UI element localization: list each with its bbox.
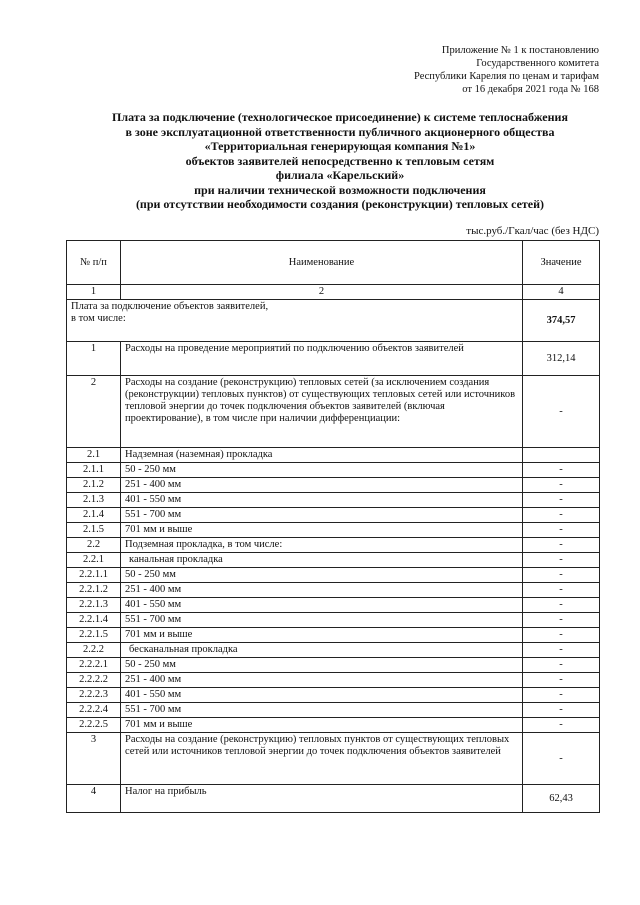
row-value: -: [523, 673, 600, 688]
table-row: [67, 718, 600, 733]
row-value: -: [523, 733, 600, 785]
table-row: [67, 376, 600, 448]
document-header: [414, 44, 599, 96]
row-value: -: [523, 538, 600, 553]
title-line: в зоне эксплуатационной ответственности публичного акционерного общества: [125, 124, 555, 139]
table-row: [67, 568, 600, 583]
row-value: -: [523, 508, 600, 523]
row-name: 251 - 400 мм: [121, 583, 523, 598]
row-number: 2.2.2.2: [67, 673, 121, 688]
header-value: Значение: [523, 241, 600, 285]
header-line: Государственного комитета: [476, 58, 599, 69]
row-value: -: [523, 376, 600, 448]
title-line: объектов заявителей непосредственно к тепловым сетям: [185, 153, 495, 168]
row-value: -: [523, 583, 600, 598]
header-line: Приложение № 1 к постановлению: [441, 45, 599, 56]
row-number: 1: [67, 342, 121, 376]
title-line: при наличии технической возможности подключения: [194, 182, 486, 197]
row-value: -: [523, 718, 600, 733]
row-name: Расходы на создание (реконструкцию) тепловых пунктов от существующих тепловых сетей или источников тепловой энергии до точек подключения объектов заявителей: [121, 733, 523, 785]
table-row: [67, 583, 600, 598]
table-row: [67, 688, 600, 703]
title-line: (при отсутствии необходимости создания (реконструкции) тепловых сетей): [135, 197, 545, 211]
row-name: 701 мм и выше: [121, 628, 523, 643]
row-value: -: [523, 598, 600, 613]
row-value: 312,14: [523, 342, 600, 376]
table-row: [67, 673, 600, 688]
row-value: -: [523, 628, 600, 643]
row-name: 401 - 550 мм: [121, 598, 523, 613]
table-row: [67, 478, 600, 493]
title-line: «Территориальная генерирующая компания №1»: [204, 139, 476, 153]
table-row: [67, 553, 600, 568]
row-value: -: [523, 703, 600, 718]
row-name: 401 - 550 мм: [121, 688, 523, 703]
row-name: 701 мм и выше: [121, 523, 523, 538]
row-number: 2.1.1: [67, 463, 121, 478]
table-row: [67, 342, 600, 376]
table-row: [67, 598, 600, 613]
row-name: Надземная (наземная) прокладка: [121, 448, 523, 463]
row-number: 3: [67, 733, 121, 785]
row-name: 50 - 250 мм: [121, 568, 523, 583]
row-name: 551 - 700 мм: [121, 613, 523, 628]
row-value: -: [523, 463, 600, 478]
table-row: [67, 493, 600, 508]
row-number: 2.1.2: [67, 478, 121, 493]
table-row: [67, 613, 600, 628]
table-row: [67, 658, 600, 673]
tariff-table: [66, 240, 600, 813]
row-name: Расходы на создание (реконструкцию) тепловых сетей (за исключением создания (реконструкции) тепловых пунктов) от существующих тепловых сетей или источников тепловой энергии до точек подключения объектов заявителей (включая проектирование), в том числе при наличии дифференциации:: [121, 376, 523, 448]
table-row: [67, 785, 600, 813]
table-row: [67, 538, 600, 553]
total-name: Плата за подключение объектов заявителей, в том числе:: [67, 300, 523, 342]
row-number: 2.2.1.1: [67, 568, 121, 583]
row-value: -: [523, 493, 600, 508]
table-row: [67, 703, 600, 718]
row-value: -: [523, 688, 600, 703]
row-number: 2.2.2.4: [67, 703, 121, 718]
row-value: -: [523, 478, 600, 493]
table-row: [67, 508, 600, 523]
row-value: -: [523, 523, 600, 538]
row-number: 2.2.1.5: [67, 628, 121, 643]
row-value: 62,43: [523, 785, 600, 813]
row-name: 251 - 400 мм: [121, 478, 523, 493]
title-line: Плата за подключение (технологическое присоединение) к системе теплоснабжения: [112, 110, 568, 124]
row-name: Подземная прокладка, в том числе:: [121, 538, 523, 553]
row-name: 701 мм и выше: [121, 718, 523, 733]
col-num-4: 4: [523, 285, 600, 300]
header-name: Наименование: [121, 241, 523, 285]
row-value: -: [523, 553, 600, 568]
row-name: 401 - 550 мм: [121, 493, 523, 508]
row-number: 2.2.1.3: [67, 598, 121, 613]
row-value: -: [523, 643, 600, 658]
row-number: 2.2.2: [67, 643, 121, 658]
row-name: Налог на прибыль: [121, 785, 523, 813]
table-row: [67, 523, 600, 538]
table-row: [67, 733, 600, 785]
row-number: 2.2.1.2: [67, 583, 121, 598]
total-value: 374,57: [523, 300, 600, 342]
col-num-2: 2: [121, 285, 523, 300]
title-line: филиала «Карельский»: [275, 168, 405, 182]
row-number: 2.2.2.1: [67, 658, 121, 673]
row-name: 551 - 700 мм: [121, 703, 523, 718]
column-number-row: [67, 285, 600, 300]
row-name: бесканальная прокладка: [121, 643, 523, 658]
row-number: 2.1.3: [67, 493, 121, 508]
row-number: 2.2.2.5: [67, 718, 121, 733]
row-number: 2.2.2.3: [67, 688, 121, 703]
unit-label: тыс.руб./Гкал/час (без НДС): [466, 225, 599, 237]
row-number: 4: [67, 785, 121, 813]
table-row: [67, 643, 600, 658]
row-name: канальная прокладка: [121, 553, 523, 568]
total-row: [67, 300, 600, 342]
row-number: 2.1: [67, 448, 121, 463]
table-row: [67, 628, 600, 643]
table-row: [67, 463, 600, 478]
row-name: Расходы на проведение мероприятий по подключению объектов заявителей: [121, 342, 523, 376]
row-name: 50 - 250 мм: [121, 463, 523, 478]
row-number: 2.1.4: [67, 508, 121, 523]
table-row: [67, 448, 600, 463]
row-value: -: [523, 658, 600, 673]
row-number: 2.2: [67, 538, 121, 553]
row-name: 50 - 250 мм: [121, 658, 523, 673]
header-line: Республики Карелия по ценам и тарифам: [414, 71, 599, 82]
row-number: 2.2.1.4: [67, 613, 121, 628]
row-value: -: [523, 568, 600, 583]
row-name: 551 - 700 мм: [121, 508, 523, 523]
row-number: 2: [67, 376, 121, 448]
col-num-1: 1: [67, 285, 121, 300]
row-name: 251 - 400 мм: [121, 673, 523, 688]
row-value: -: [523, 613, 600, 628]
table-header-row: [67, 241, 600, 285]
document-title: [60, 110, 620, 212]
header-num: № п/п: [67, 241, 121, 285]
row-value: [523, 448, 600, 463]
header-line: от 16 декабря 2021 года № 168: [462, 84, 599, 95]
row-number: 2.1.5: [67, 523, 121, 538]
row-number: 2.2.1: [67, 553, 121, 568]
